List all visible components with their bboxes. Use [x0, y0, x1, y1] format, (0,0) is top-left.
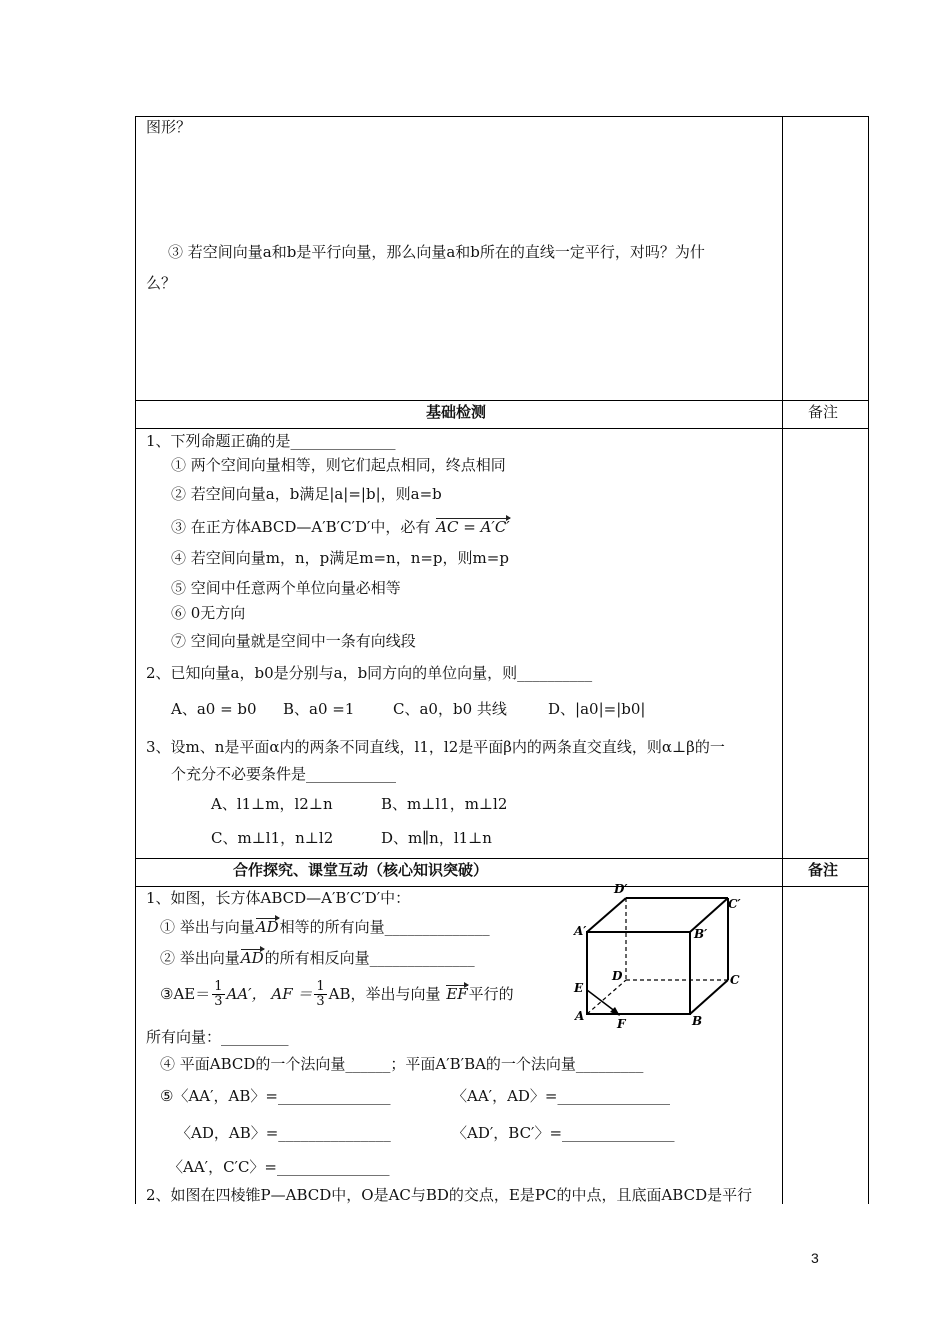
text: ① 举出与向量 — [160, 918, 255, 936]
angle-question: 〈AD′，BC′〉=_______________ — [452, 1124, 675, 1142]
sub-question — [160, 980, 514, 1010]
hidden-edge — [587, 980, 626, 1014]
question: 2、已知向量a，b0是分别与a，b同方向的单位向量，则__________ — [146, 664, 593, 682]
section-header: 基础检测 — [426, 403, 487, 421]
choice: C、a0，b0 共线 — [393, 700, 507, 718]
choice: D、m∥n，l1⊥n — [381, 829, 492, 847]
angle-question: 〈AA′，C′C〉=_______________ — [168, 1158, 390, 1176]
notes-header: 备注 — [808, 403, 839, 421]
question: 1、如图，长方体ABCD—A′B′C′D′中： — [146, 889, 411, 907]
option — [171, 520, 511, 535]
text-line: 么？ — [146, 274, 177, 292]
option: ⑦ 空间向量就是空间中一条有向线段 — [171, 632, 416, 650]
vertex-label: D — [612, 969, 623, 983]
text: ③AE＝ — [160, 984, 211, 1003]
question: 3、设m、n是平面α内的两条不同直线，l1，l2是平面β内的两条直交直线，则α⊥β的一 — [146, 738, 725, 756]
text-line: 所有向量：_________ — [146, 1028, 289, 1046]
vertex-label: C — [730, 973, 740, 987]
row-divider — [135, 400, 869, 401]
vector-expression: AC = A′C′ — [436, 518, 510, 536]
vertex-label: C′ — [728, 897, 741, 911]
option-text: ③ 在正方体ABCD—A′B′C′D′中，必有 — [171, 518, 431, 536]
sub-question — [160, 920, 490, 935]
sub-question: ④ 平面ABCD的一个法向量______；平面A′B′BA的一个法向量_________ — [160, 1055, 644, 1073]
vector: AD — [240, 949, 264, 967]
cuboid-figure — [570, 880, 770, 1030]
vertex-label: F — [617, 1017, 626, 1030]
choice: D、|a0|=|b0| — [548, 700, 646, 718]
fraction: $\frac{1}{3}$ — [316, 979, 325, 1010]
text: AA′， — [226, 984, 267, 1003]
notes-column-divider — [782, 116, 783, 1204]
vertex-label: B — [692, 1014, 703, 1028]
choice: A、l1⊥m，l2⊥n — [211, 795, 333, 813]
text: AB，举出与向量 — [328, 984, 441, 1003]
choice: B、a0 =1 — [283, 700, 355, 718]
angle-question: ⑤〈AA′，AB〉=_______________ — [160, 1087, 391, 1105]
vertex-label: E — [574, 981, 584, 995]
option: ⑤ 空间中任意两个单位向量必相等 — [171, 579, 401, 597]
sub-question — [160, 951, 475, 966]
vertex-label: A′ — [574, 924, 587, 938]
text-line: 图形？ — [146, 118, 192, 136]
question: 1、下列命题正确的是______________ — [146, 432, 396, 450]
page-number: 3 — [811, 1250, 819, 1266]
text: 相等的所有向量______________ — [279, 918, 490, 936]
row-divider — [135, 858, 869, 859]
section-header: 合作探究、课堂互动（核心知识突破） — [233, 861, 489, 879]
choice: B、m⊥l1，m⊥l2 — [381, 795, 508, 813]
option: ⑥ 0无方向 — [171, 604, 246, 622]
text: AF ＝ — [271, 984, 313, 1003]
text: 的所有相反向量______________ — [264, 949, 475, 967]
option: ② 若空间向量a，b满足|a|=|b|，则a=b — [171, 485, 442, 503]
vector: EF — [446, 984, 468, 1003]
option: ① 两个空间向量相等，则它们起点相同，终点相同 — [171, 456, 506, 474]
angle-question: 〈AD，AB〉=_______________ — [176, 1124, 391, 1142]
edge — [587, 898, 626, 932]
question: 2、如图在四棱锥P—ABCD中，O是AC与BD的交点，E是PC的中点，且底面ABCD是平行 — [146, 1186, 753, 1204]
option: ④ 若空间向量m，n，p满足m=n，n=p，则m=p — [171, 549, 509, 567]
question: 个充分不必要条件是____________ — [171, 765, 397, 783]
fraction: $\frac{1}{3}$ — [214, 979, 223, 1010]
notes-header: 备注 — [808, 861, 839, 879]
row-divider — [135, 428, 869, 429]
angle-question: 〈AA′，AD〉=_______________ — [452, 1087, 670, 1105]
vertex-label: A — [575, 1009, 585, 1023]
choice: C、m⊥l1，n⊥l2 — [211, 829, 334, 847]
text: 平行的 — [468, 984, 514, 1003]
vector-ef — [587, 990, 616, 1012]
text-line: ③ 若空间向量a和b是平行向量，那么向量a和b所在的直线一定平行，对吗？为什 — [168, 243, 705, 261]
vector: AD — [255, 918, 279, 936]
text: ② 举出向量 — [160, 949, 240, 967]
vertex-label: D′ — [614, 882, 628, 896]
edge — [690, 980, 728, 1014]
vertex-label: B′ — [694, 927, 708, 941]
choice: A、a0 = b0 — [171, 700, 257, 718]
